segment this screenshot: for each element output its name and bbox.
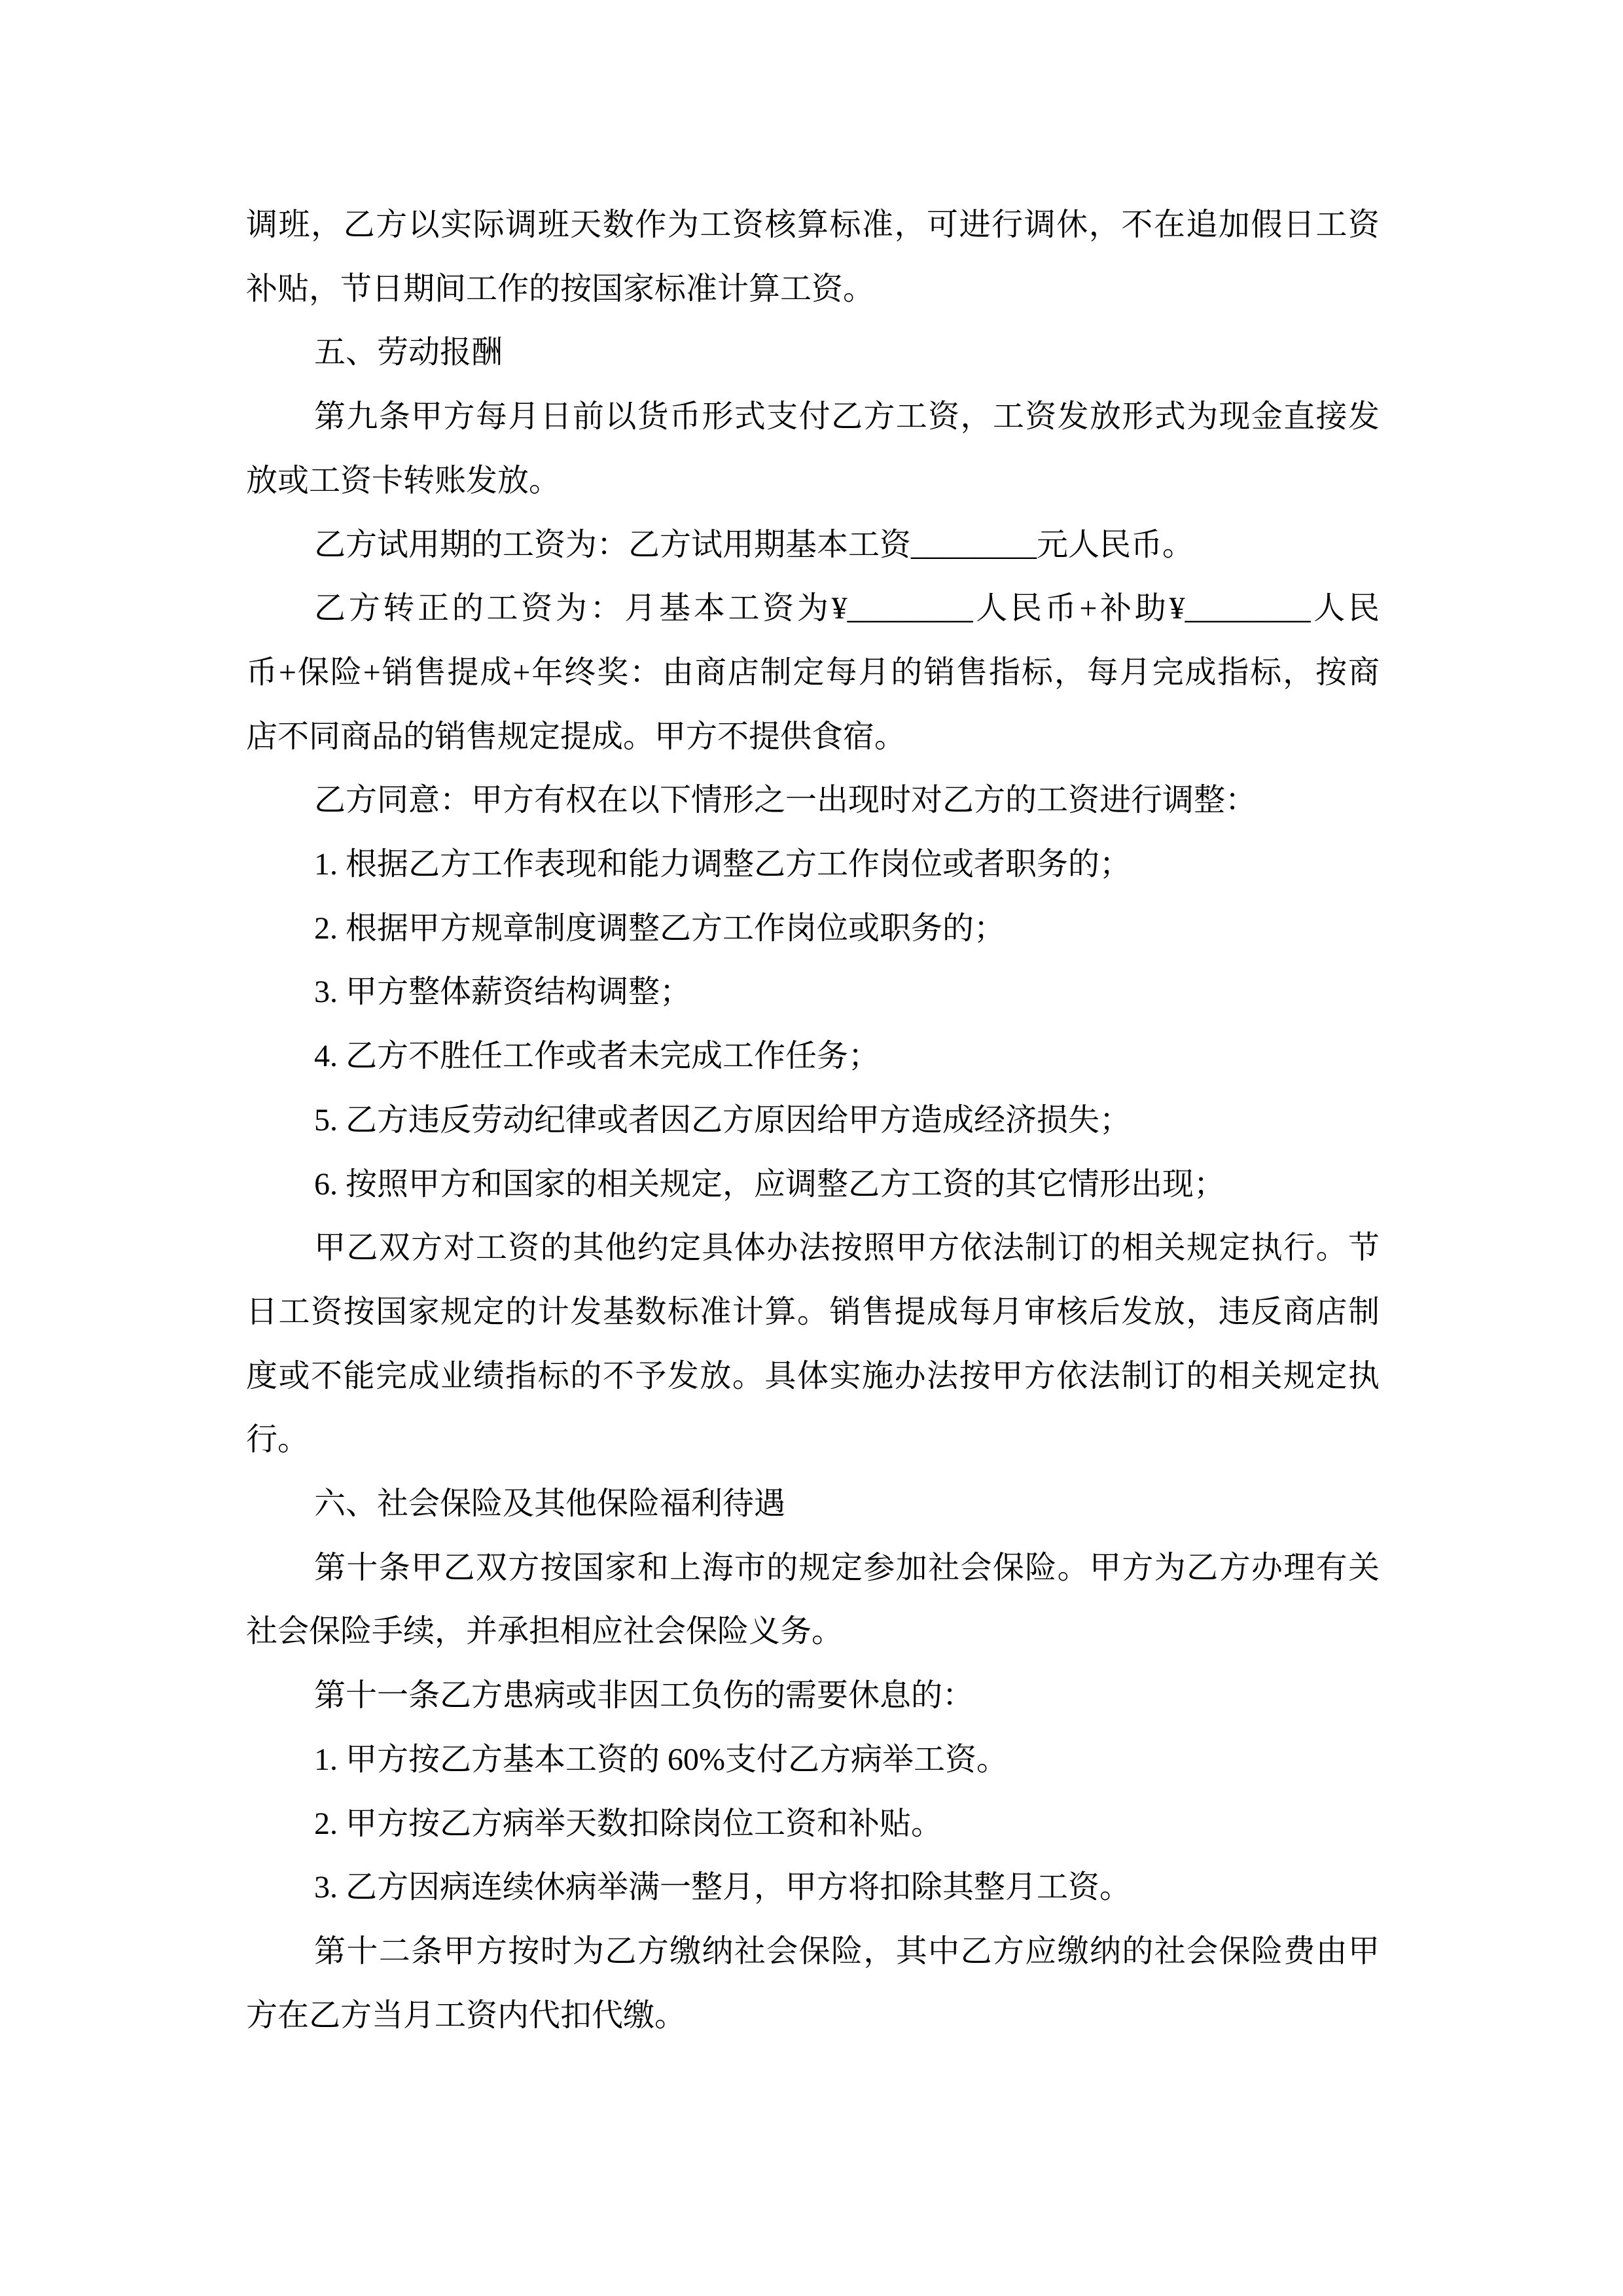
regular-salary-line-2: 币+保险+销售提成+年终奖：由商店制定每月的销售指标，每月完成指标，按商 (246, 655, 1380, 690)
sick-leave-item-3: 3. 乙方因病连续休病举满一整月，甲方将扣除其整月工资。 (314, 1870, 1132, 1905)
contract-text-block (246, 193, 1380, 2047)
section-5-heading: 五、劳动报酬 (314, 335, 503, 370)
clause-10-line-2: 社会保险手续，并承担相应社会保险义务。 (246, 1614, 844, 1649)
probation-salary-blank-line: 乙方试用期的工资为：乙方试用期基本工资________元人民币。 (314, 527, 1194, 562)
other-salary-terms-line-2: 日工资按国家规定的计发基数标准计算。销售提成每月审核后发放，违反商店制 (246, 1294, 1380, 1329)
clause-9-line-1: 第九条甲方每月日前以货币形式支付乙方工资，工资发放形式为现金直接发 (314, 399, 1380, 435)
clause-10-line-1: 第十条甲乙双方按国家和上海市的规定参加社会保险。甲方为乙方办理有关 (314, 1550, 1380, 1585)
section-6-heading: 六、社会保险及其他保险福利待遇 (314, 1486, 786, 1522)
continuation-line-shift-pay: 调班，乙方以实际调班天数作为工资核算标准，可进行调休，不在追加假日工资 (246, 207, 1380, 242)
clause-12-line-1: 第十二条甲方按时为乙方缴纳社会保险，其中乙方应缴纳的社会保险费由甲 (314, 1933, 1380, 1969)
clause-12-line-2: 方在乙方当月工资内代扣代缴。 (246, 1998, 687, 2033)
adjustment-item-2: 2. 根据甲方规章制度调整乙方工作岗位或职务的； (314, 910, 1006, 946)
regular-salary-blank-line-1: 乙方转正的工资为：月基本工资为¥________人民币+补助¥________人民 (314, 591, 1380, 626)
continuation-line-holiday-pay: 补贴，节日期间工作的按国家标准计算工资。 (246, 271, 875, 306)
other-salary-terms-line-3: 度或不能完成业绩指标的不予发放。具体实施办法按甲方依法制订的相关规定执 (246, 1358, 1380, 1393)
other-salary-terms-line-1: 甲乙双方对工资的其他约定具体办法按照甲方依法制订的相关规定执行。节 (314, 1230, 1380, 1266)
adjustment-item-1: 1. 根据乙方工作表现和能力调整乙方工作岗位或者职务的； (314, 847, 1132, 882)
adjustment-item-3: 3. 甲方整体薪资结构调整； (314, 975, 692, 1010)
adjustment-item-4: 4. 乙方不胜任工作或者未完成工作任务； (314, 1039, 880, 1074)
sick-leave-item-2: 2. 甲方按乙方病举天数扣除岗位工资和补贴。 (314, 1806, 943, 1841)
adjustment-item-5: 5. 乙方违反劳动纪律或者因乙方原因给甲方造成经济损失； (314, 1102, 1132, 1138)
salary-adjustment-intro: 乙方同意：甲方有权在以下情形之一出现时对乙方的工资进行调整： (314, 783, 1257, 818)
clause-9-line-2: 放或工资卡转账发放。 (246, 463, 561, 498)
regular-salary-line-3: 店不同商品的销售规定提成。甲方不提供食宿。 (246, 719, 906, 754)
sick-leave-item-1: 1. 甲方按乙方基本工资的 60%支付乙方病举工资。 (314, 1742, 1008, 1777)
adjustment-item-6: 6. 按照甲方和国家的相关规定，应调整乙方工资的其它情形出现； (314, 1166, 1226, 1202)
other-salary-terms-line-4: 行。 (246, 1422, 310, 1458)
clause-11-intro: 第十一条乙方患病或非因工负伤的需要休息的： (314, 1678, 974, 1713)
